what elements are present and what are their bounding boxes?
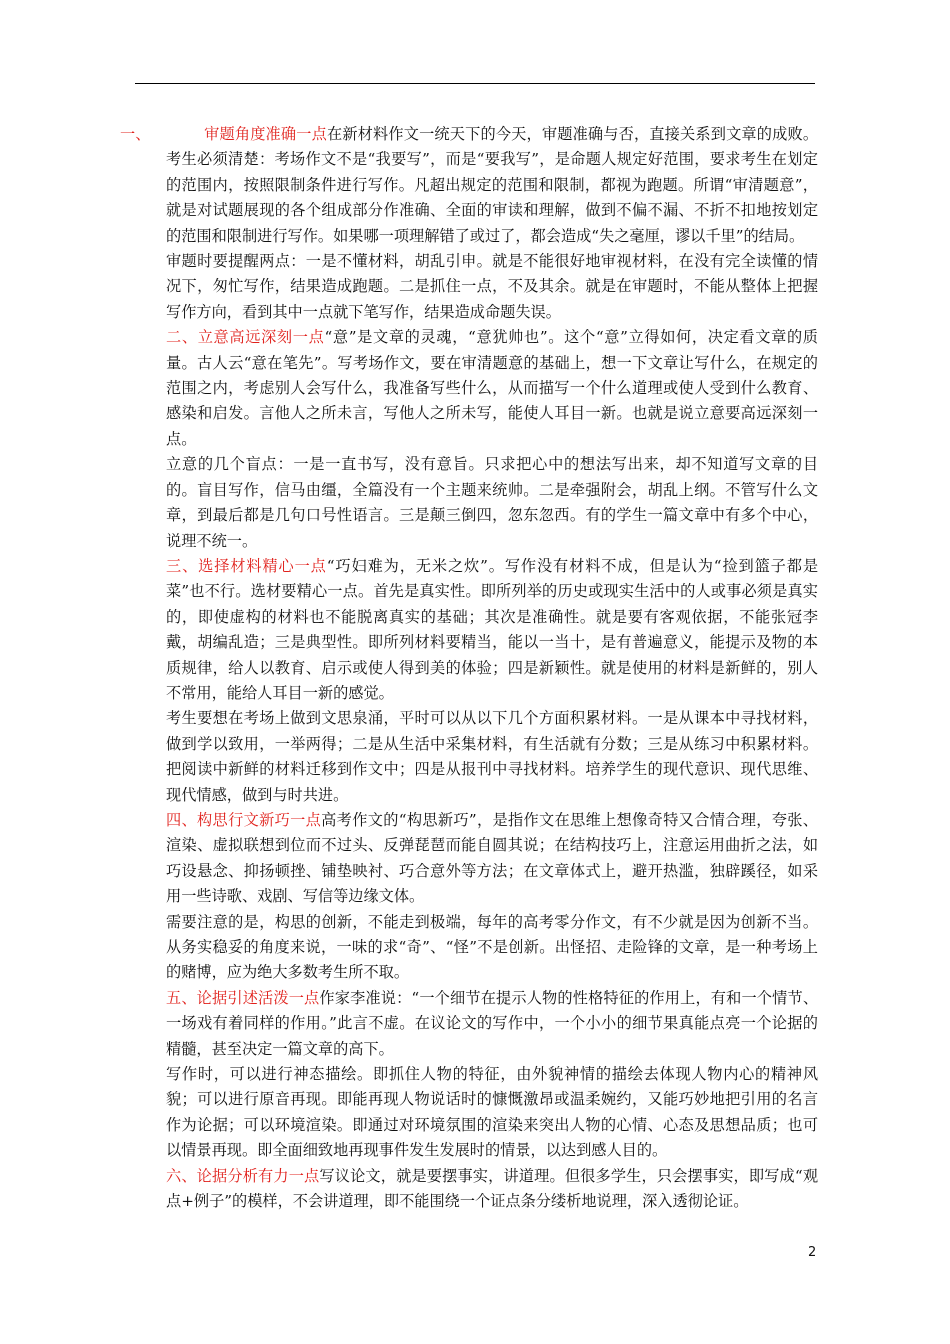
section-2-lead: [166, 325, 818, 452]
section-5-follow: 写作时，可以进行神态描绘。即抓住人物的特征，由外貌神情的描绘去体现人物内心的精神风貌；可以进行原音再现。即能再现人物说话时的慷慨激昂或温柔婉约，又能巧妙地把引用的名言作为论据；可以环境渲染。即通过对环境氛围的渲染来突出人物的心情、心态及思想品质；也可以情景再现。即全面细致地再现事件发生发展时的情景，以达到感人目的。: [166, 1065, 818, 1160]
section-1-number: 一、: [120, 125, 151, 143]
section-1-lead-text: 在新材料作文一统天下的今天，审题准确与否，直接关系到文章的成败。考生必须清楚：考场作文不是“我要写”，而是“要我写”，是命题人规定好范围，要求考生在划定的范围内，按照限制条件进行写作。凡超出规定的范围和限制，都视为跑题。所谓“审清题意”，就是对试题展现的各个组成部分作准确、全面的审读和理解，做到不偏不漏、不折不扣地按划定的范围和限制进行写作。如果哪一项理解错了或过了，都会造成“失之毫厘，谬以千里”的结局。: [166, 125, 819, 245]
section-1-follow: 审题时要提醒两点：一是不懂材料，胡乱引申。就是不能很好地审视材料，在没有完全读懂的情况下，匆忙写作，结果造成跑题。二是抓住一点，不及其余。就是在审题时，不能从整体上把握写作方向，看到其中一点就下笔写作，结果造成命题失误。: [166, 252, 818, 321]
section-5-heading: 五、论据引述活泼一点: [166, 988, 320, 1007]
section-4-lead-text: 高考作文的“构思新巧”，是指作文在思维上想像奇特又合情合理，夸张、渲染、虚拟联想到位而不过头、反弹琵琶而能自圆其说；在结构技巧上，注意运用曲折之法，如巧设悬念、抑扬顿挫、铺垫映衬、巧合意外等方法；在文章体式上，避开热滥，独辟蹊径，如采用一些诗歌、戏剧、写信等边缘文体。: [166, 810, 818, 906]
section-5-lead: [166, 986, 818, 1062]
section-1-heading: 审题角度准确一点: [204, 125, 327, 143]
section-2-heading: 二、立意高远深刻一点: [166, 328, 325, 347]
section-3-lead-text: “巧妇难为，无米之炊”。写作没有材料不成，但是认为“捡到篮子都是菜”也不行。选材要精心一点。首先是真实性。即所列举的历史或现实生活中的人或事必须是真实的，即使虚构的材料也不能脱离真实的基础；其次是准确性。就是要有客观依据，不能张冠李戴，胡编乱造；三是典型性。即所列材料要精当，能以一当十，是有普遍意义，能提示及物的本质规律，给人以教育、启示或使人得到美的体验；四是新颖性。就是使用的材料是新鲜的，别人不常用，能给人耳目一新的感觉。: [166, 556, 819, 702]
section-4-lead: [166, 808, 818, 910]
section-3-heading: 三、选择材料精心一点: [166, 556, 327, 575]
section-4-heading: 四、构思行文新巧一点: [166, 810, 322, 829]
section-3-follow: 考生要想在考场上做到文思泉涌，平时可以从以下几个方面积累材料。一是从课本中寻找材料，做到学以致用，一举两得；二是从生活中采集材料，有生活就有分数；三是从练习中积累材料。把阅读中新鲜的材料迁移到作文中；四是从报刊中寻找材料。培养学生的现代意识、现代思维、现代情感，做到与时共进。: [166, 709, 818, 804]
section-2-follow: 立意的几个盲点：一是一直书写，没有意旨。只求把心中的想法写出来，却不知道写文章的目的。盲目写作，信马由缰，全篇没有一个主题来统帅。二是牵强附会，胡乱上纲。不管写什么文章，到最后都是几句口号性语言。三是颠三倒四，忽东忽西。有的学生一篇文章中有多个中心，说理不统一。: [166, 455, 818, 550]
section-5-lead-text: 作家李准说：“一个细节在提示人物的性格特征的作用上，有和一个情节、一场戏有着同样的作用。”此言不虚。在议论文的写作中，一个小小的细节果真能点亮一个论据的精髓，甚至决定一篇文章的高下。: [166, 988, 819, 1058]
header-rule: [135, 83, 815, 84]
section-6-lead: [166, 1164, 818, 1215]
section-1-lead: [120, 122, 819, 249]
section-6-heading: 六、论据分析有力一点: [166, 1166, 320, 1185]
document-body: [120, 122, 819, 1214]
section-4-follow: 需要注意的是，构思的创新，不能走到极端，每年的高考零分作文，有不少就是因为创新不当。从务实稳妥的角度来说，一味的求“奇”、“怪”不是创新。出怪招、走险锋的文章，是一种考场上的赌博，应为绝大多数考生所不取。: [166, 912, 818, 982]
section-3-lead: [166, 554, 818, 706]
section-6-lead-text: 写议论文，就是要摆事实，讲道理。但很多学生，只会摆事实，即写成“观点+例子”的模样，不会讲道理，即不能围绕一个证点条分缕析地说理，深入透彻论证。: [166, 1166, 819, 1211]
page-number: 2: [808, 1245, 817, 1260]
section-2-lead-text: “意”是文章的灵魂，“意犹帅也”。这个“意”立得如何，决定看文章的质量。古人云“意在笔先”。写考场作文，要在审清题意的基础上，想一下文章让写什么，在规定的范围之内，考虑别人会写什么，我准备写些什么，从而描写一个什么道理或使人受到什么教育、感染和启发。言他人之所未言，写他人之所未写，能使人耳目一新。也就是说立意要高远深刻一点。: [166, 328, 818, 448]
